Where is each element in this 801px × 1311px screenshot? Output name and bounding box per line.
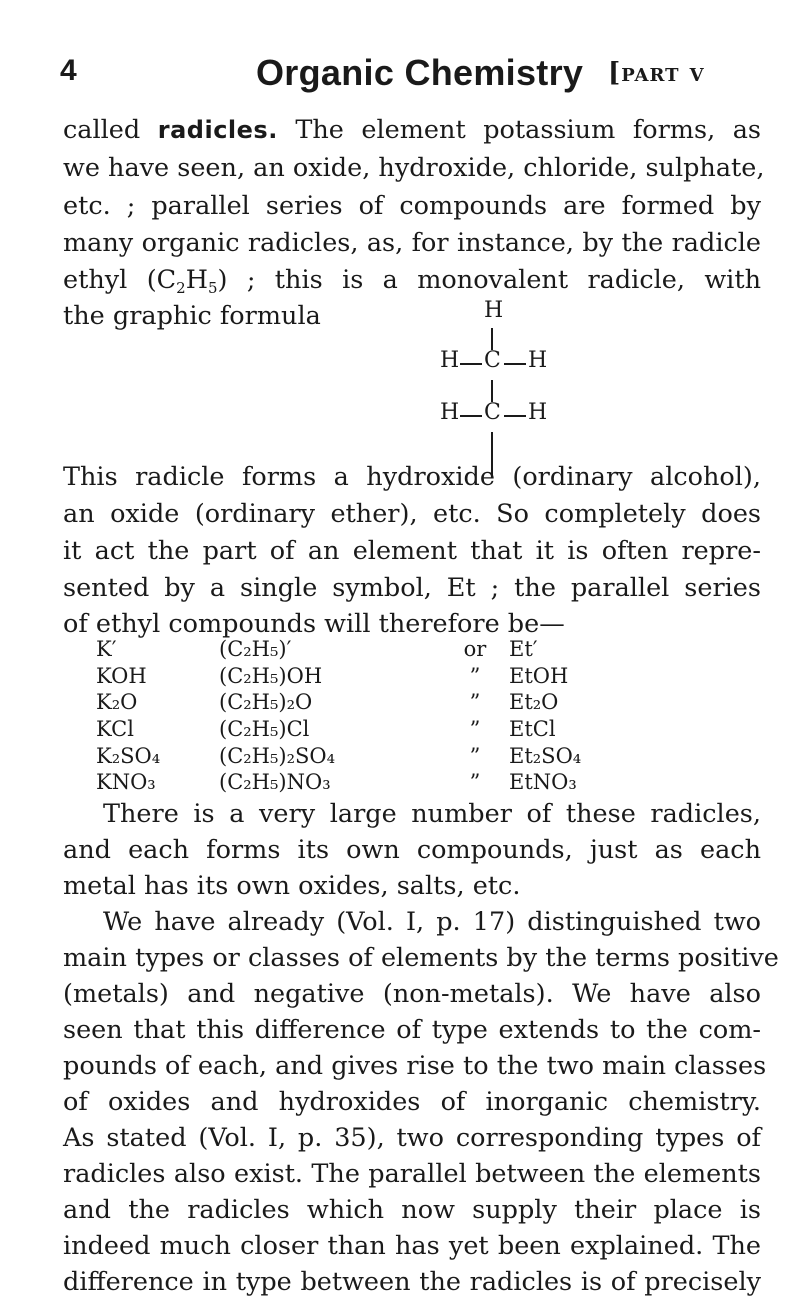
text-line: seen that this difference of type extends to the com-: [63, 1015, 761, 1045]
ethyl-compound: (C₂H₅)′: [219, 637, 292, 662]
page-header: [60, 54, 761, 104]
series-row: [96, 742, 649, 769]
ethyl-compound: (C₂H₅)₂SO₄: [219, 743, 336, 768]
ethyl-compound: (C₂H₅)NO₃: [219, 770, 331, 795]
text-line: indeed much closer than has yet been explained. The: [63, 1231, 761, 1261]
potassium-compound: KCl: [96, 717, 134, 742]
et-compound: EtNO₃: [509, 770, 577, 795]
part-label: [part v: [608, 58, 705, 88]
text-line: This radicle forms a hydroxide (ordinary alcohol),: [63, 462, 761, 492]
separator: or: [463, 637, 487, 662]
potassium-compound: KOH: [96, 663, 147, 688]
text-line: we have seen, an oxide, hydroxide, chloride, sulphate,: [63, 153, 765, 183]
text-line: and each forms its own compounds, just as each: [63, 835, 761, 865]
text-line: sented by a single symbol, Et ; the parallel series: [63, 573, 761, 603]
separator: ”: [469, 717, 481, 742]
text-line: an oxide (ordinary ether), etc. So completely does: [63, 499, 761, 529]
text-line: etc. ; parallel series of compounds are formed by: [63, 191, 761, 221]
formula-atom: C: [484, 348, 501, 373]
text-line: called radicles. The element potassium forms, as: [63, 115, 761, 145]
separator: ”: [469, 690, 481, 715]
text-line: There is a very large number of these radicles,: [103, 799, 761, 829]
ethyl-compound: (C₂H₅)Cl: [219, 717, 310, 742]
potassium-compound: K₂O: [96, 690, 138, 715]
et-compound: EtCl: [509, 717, 556, 742]
separator: ”: [469, 663, 481, 688]
text-line: difference in type between the radicles is of precisely: [63, 1267, 761, 1297]
text-line: metal has its own oxides, salts, etc.: [63, 871, 521, 901]
potassium-compound: KNO₃: [96, 770, 156, 795]
et-compound: EtOH: [509, 663, 569, 688]
series-row: [96, 716, 649, 743]
formula-bond: [460, 363, 482, 365]
formula-atom: H: [440, 400, 460, 425]
text-line: radicles also exist. The parallel between the elements: [63, 1159, 761, 1189]
ethyl-compound: (C₂H₅)OH: [219, 663, 323, 688]
text-line: many organic radicles, as, for instance, by the radicle: [63, 228, 761, 258]
et-compound: Et′: [509, 637, 538, 662]
formula-bond: [504, 415, 526, 417]
formula-atom: C: [484, 400, 501, 425]
et-compound: Et₂O: [509, 690, 559, 715]
series-row: [96, 769, 649, 796]
formula-bond: [504, 363, 526, 365]
page-number: 4: [60, 54, 77, 87]
text-line: ethyl $(C_2H_5)$ ; this is a monovalent radicle, with: [63, 265, 761, 297]
text-line: As stated (Vol. I, p. 35), two corresponding types of: [63, 1123, 761, 1153]
series-row: [96, 689, 649, 716]
ethyl-graphic-formula: [440, 280, 580, 460]
potassium-compound: K₂SO₄: [96, 743, 161, 768]
text-line: of ethyl compounds will therefore be—: [63, 609, 565, 639]
formula-atom: H: [528, 400, 548, 425]
formula-bond: [460, 415, 482, 417]
text-line: main types or classes of elements by the terms positive: [63, 943, 779, 973]
keyword-radicles: radicles.: [157, 116, 278, 144]
text-line: pounds of each, and gives rise to the two main classes: [63, 1051, 767, 1081]
ethyl-compound: (C₂H₅)₂O: [219, 690, 313, 715]
formula-bond: [491, 380, 493, 402]
separator: ”: [469, 770, 481, 795]
text-line: We have already (Vol. I, p. 17) distinguished two: [103, 907, 761, 937]
text-line: the graphic formula: [63, 301, 321, 331]
text-line: and the radicles which now supply their place is: [63, 1195, 761, 1225]
et-compound: Et₂SO₄: [509, 743, 582, 768]
running-title: Organic Chemistry: [256, 52, 584, 93]
text-line: it act the part of an element that it is often repre-: [63, 536, 761, 566]
potassium-compound: K′: [96, 637, 117, 662]
formula-bond: [491, 328, 493, 350]
formula-atom: H: [440, 348, 460, 373]
formula-atom: H: [484, 298, 504, 323]
text-line: (metals) and negative (non-metals). We have also: [63, 979, 761, 1009]
formula-atom: H: [528, 348, 548, 373]
separator: ”: [469, 743, 481, 768]
series-row: [96, 663, 649, 690]
text-line: of oxides and hydroxides of inorganic chemistry.: [63, 1087, 761, 1117]
ethyl-series-table: [96, 636, 649, 796]
